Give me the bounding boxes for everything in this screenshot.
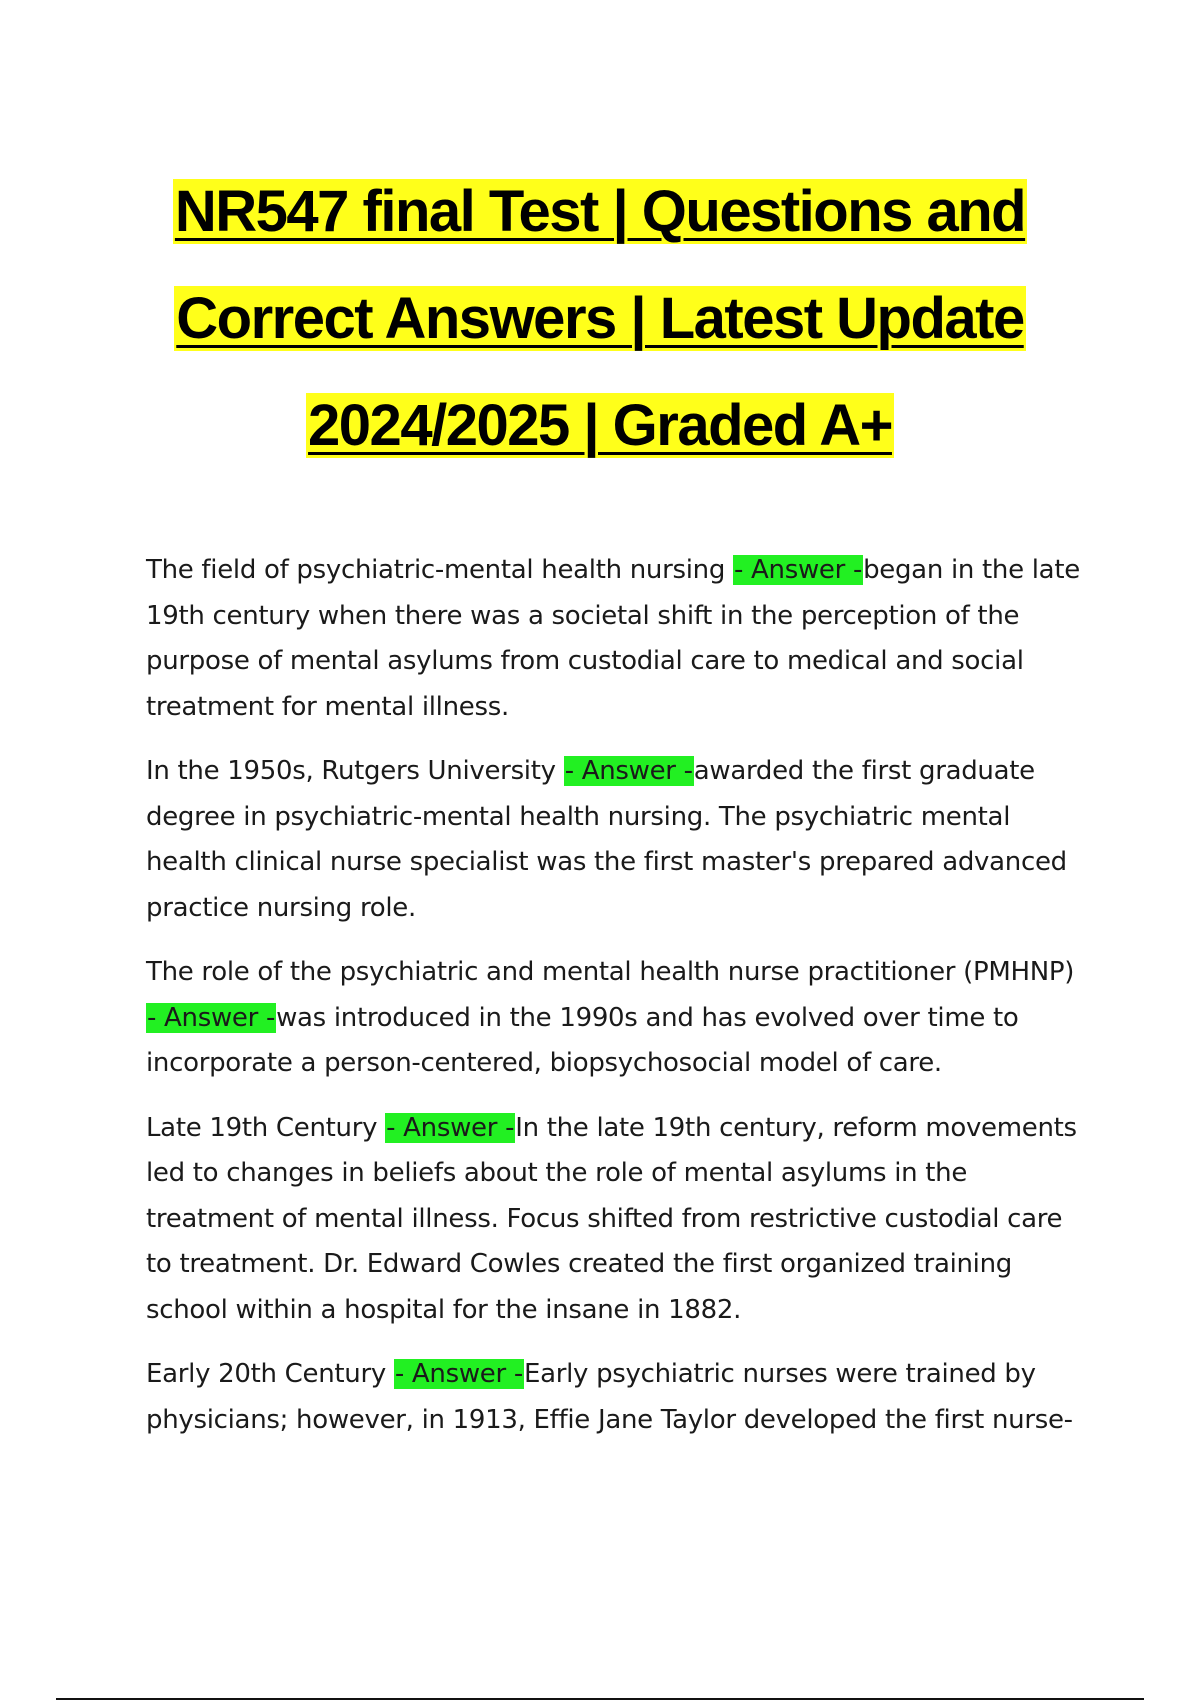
title-line-1 [140,158,1060,265]
qa-answer: was introduced in the 1990s and has evolved over time to incorporate a person-centered, biopsychosocial model of care. [146,1002,1019,1078]
qa-item-2 [146,749,1086,931]
qa-item-4 [146,1106,1086,1334]
qa-answer: In the late 19th century, reform movements led to changes in beliefs about the role of mental asylums in the treatment of mental illness. Focus shifted from restrictive custodial care to treatment. Dr. Edward Cowles created the first organized training school within a hospital for the insane in 1882. [146,1112,1077,1325]
answer-marker: - Answer - [394,1359,523,1389]
qa-term: Late 19th Century [146,1112,386,1143]
document-title [140,158,1060,479]
qa-item-1 [146,548,1086,730]
qa-term: The field of psychiatric-mental health nursing [146,555,734,585]
answer-marker: - Answer - [147,1002,276,1033]
qa-item-5 [146,1352,1086,1443]
qa-answer: Early psychiatric nurses were trained by physicians; however, in 1913, Effie Jane Taylor developed the first nurse- [146,1359,1073,1435]
answer-marker: - Answer - [564,756,693,786]
title-line-2 [140,265,1060,372]
title-line-3-text: 2024/2025 | Graded A+ [308,393,892,458]
qa-answer: awarded the first graduate degree in psychiatric-mental health nursing. The psychiatric mental health clinical nurse specialist was the first master's prepared advanced practice nursing role. [146,756,1067,923]
qa-item-3 [146,950,1086,1087]
qa-term: The role of the psychiatric and mental health nurse practitioner (PMHNP) [146,957,1075,987]
qa-answer: began in the late 19th century when there was a societal shift in the perception of the purpose of mental asylums from custodial care to medical and social treatment for mental illness. [146,555,1080,722]
title-line-1-text: NR547 final Test | Questions and [174,179,1026,244]
answer-marker: - Answer - [734,555,863,585]
qa-term: Early 20th Century [146,1359,394,1389]
qa-term: In the 1950s, Rutgers University [146,756,564,786]
answer-marker: - Answer - [386,1112,515,1143]
title-line-2-text: Correct Answers | Latest Update [176,286,1024,351]
question-answer-list [146,548,1086,1462]
title-line-3 [140,372,1060,479]
